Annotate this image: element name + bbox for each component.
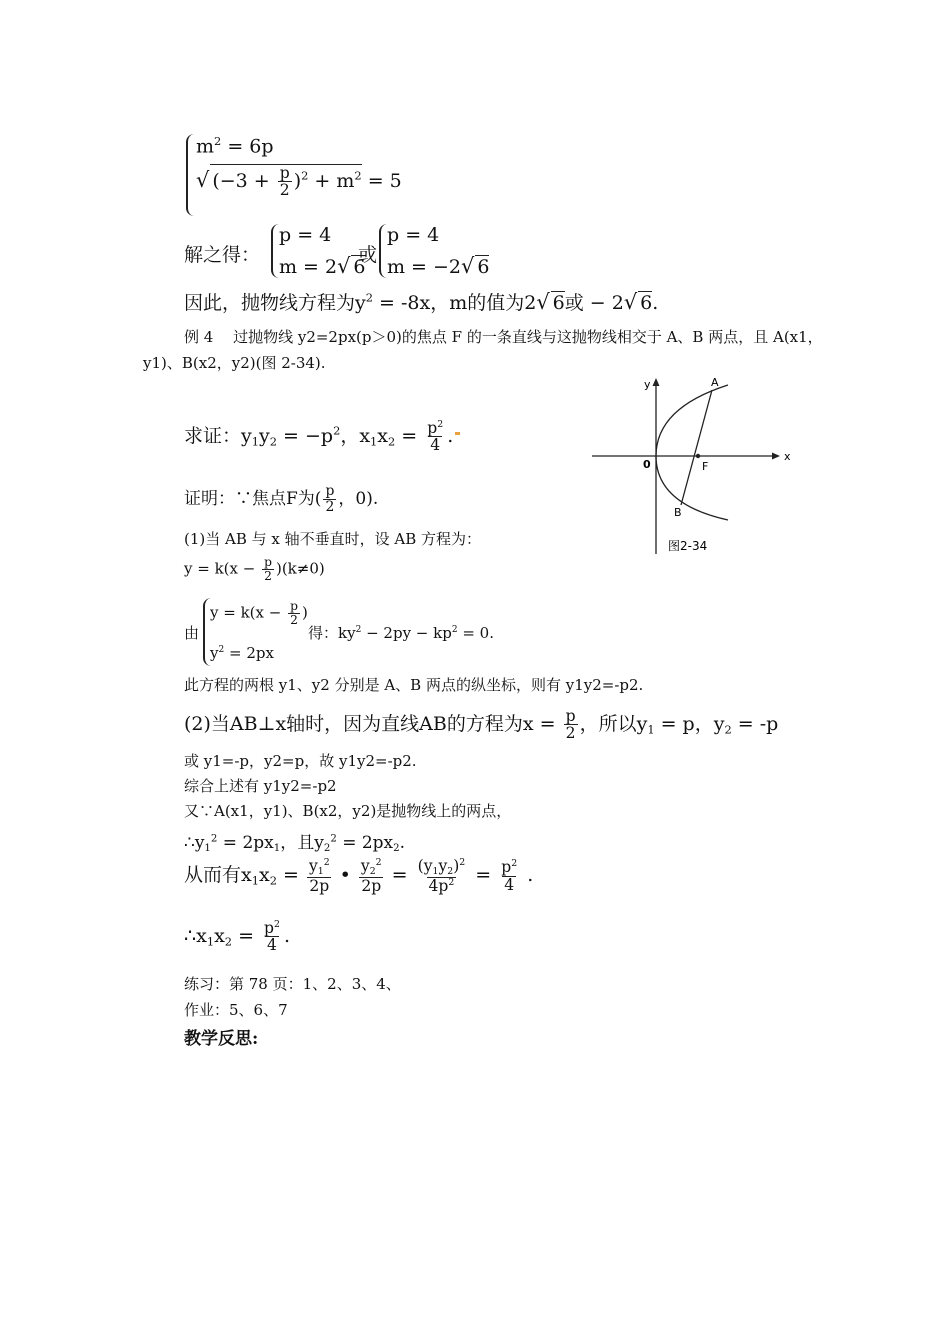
figure-2-34	[588, 370, 798, 560]
therefore-line1: $\therefore y_1^2 = 2px_1$，且$y_2^2 = 2px_2$.	[184, 833, 406, 855]
parabola-curve	[656, 385, 728, 520]
x-axis-label: x	[784, 450, 791, 463]
solution-1-m: m = 2√ 6	[279, 254, 366, 278]
case1-heading: (1)当 AB 与 x 轴不垂直时，设 AB 方程为：	[184, 530, 482, 548]
origin-label: 0	[643, 458, 651, 471]
solution-2-m: m = −2√ 6	[387, 254, 490, 278]
solution-1-p: p = 4	[279, 224, 332, 246]
case1-line-equation: y = k(x − $\frac{p}{2}$ )(k≠0)	[184, 555, 325, 583]
solution-label: 解之得：	[184, 244, 261, 266]
orange-mark	[455, 432, 460, 435]
point-b-label: B	[674, 506, 682, 519]
solution-2-p: p = 4	[387, 224, 440, 246]
system-brace	[186, 134, 194, 216]
reflection-heading: 教学反思:	[184, 1029, 259, 1049]
conclusion-line: 因此，抛物线方程为$y^2 = -8x$，m的值为2√ 6或 − 2√ 6.	[184, 290, 659, 314]
solution-or: 或	[358, 244, 378, 266]
proof-line: 证明：∵焦点F为( $\frac{p}{2}$ ，0).	[184, 483, 379, 515]
derive-line: 从而有$x_1x_2$ = $\frac{y_1^2}{2p}$ • $\frac{y_2^2}{2p}$ = $\frac{(y_1y_2)^2}{4p^2}$ = $\frac{p^2}{4}$ .	[184, 857, 534, 895]
x-axis-arrow	[772, 453, 780, 460]
case2-line3: 综合上述有 y1y2=-p2	[184, 777, 337, 795]
point-f-label: F	[702, 460, 709, 473]
therefore-line2: $\therefore x_1x_2$ = $\frac{p^2}{4}$ .	[184, 919, 290, 955]
prove-line: 求证：$y_1y_2 = -p^2$，$x_1x_2$ = $\frac{p^2}{4}$ .	[184, 419, 454, 455]
parabola-figure	[588, 370, 798, 560]
case2-line4: 又∵A(x1，y1)、B(x2，y2)是抛物线上的两点，	[184, 802, 512, 820]
case2-line2: 或 y1=-p，y2=p，故 y1y2=-p2.	[184, 752, 417, 770]
focus-point	[696, 454, 700, 458]
example4-line2: y1)、B(x2，y2)(图 2-34).	[143, 354, 326, 372]
case1-result: 得：$ky^2 - 2py - kp^2 = 0$.	[308, 624, 494, 642]
chord-ab	[681, 390, 712, 505]
example4-line1: 例 4 过抛物线 y2=2px(p＞0)的焦点 F 的一条直线与这抛物线相交于 A、B 两点，且 A(x1，	[184, 328, 823, 346]
case1-you: 由	[184, 624, 200, 642]
y-axis-arrow	[653, 378, 660, 386]
system-eq1: $m^2 = 6p$	[196, 134, 274, 158]
case1-sys-eq1: y = k(x − $\frac{p}{2}$ )	[210, 599, 308, 627]
y-axis-label: y	[644, 378, 651, 391]
case1-roots: 此方程的两根 y1、y2 分别是 A、B 两点的纵坐标，则有 y1y2=-p2.	[184, 676, 644, 694]
system-eq2: √ (−3 + $\frac{p}{2}$ )$^2 + m^2 = 5$	[196, 164, 402, 200]
case2-line1: (2)当AB⊥x轴时，因为直线AB的方程为x = $\frac{p}{2}$ ，所以$y_1 = p$，$y_2 = -p$	[184, 707, 779, 743]
practice-line: 练习：第 78 页：1、2、3、4、	[184, 975, 401, 993]
homework-line: 作业：5、6、7	[184, 1001, 288, 1019]
solution-brace-2	[379, 224, 387, 278]
point-a-label: A	[711, 376, 719, 389]
figure-caption: 图2-34	[668, 539, 708, 553]
solution-brace-1	[271, 224, 279, 278]
case1-sys-eq2: $y^2 = 2px$	[210, 644, 274, 662]
